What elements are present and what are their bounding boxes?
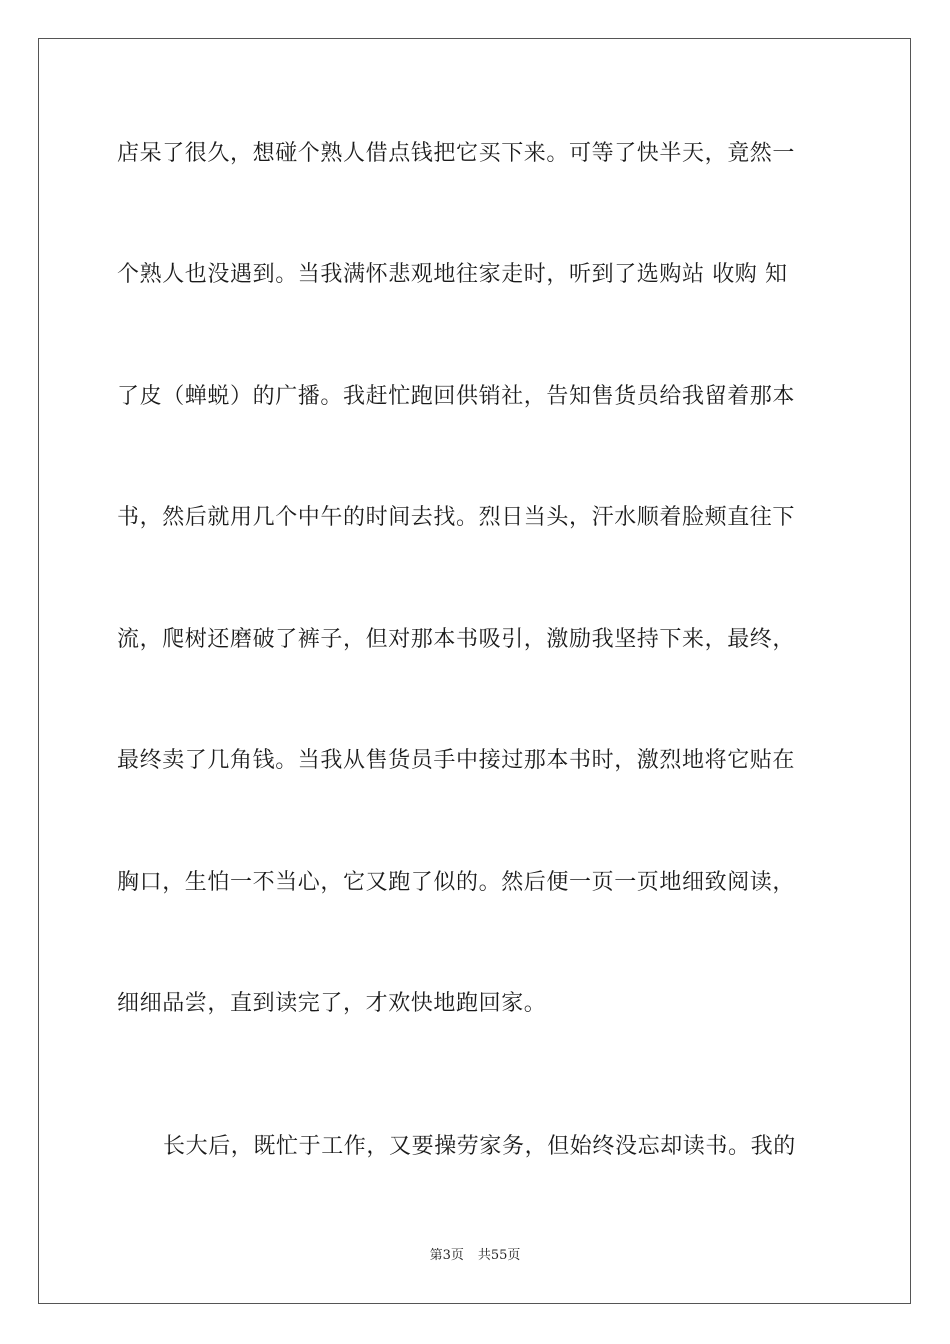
page-footer <box>0 1247 950 1265</box>
body-text-line-4: 书，然后就用几个中午的时间去找。烈日当头，汗水顺着脸颊直往下 <box>117 505 796 530</box>
body-text-line-3: 了皮（蝉蜕）的广播。我赶忙跑回供销社，告知售货员给我留着那本 <box>117 384 796 409</box>
body-text-line-7: 胸口，生怕一不当心，它又跑了似的。然后便一页一页地细致阅读， <box>117 870 796 895</box>
body-text-line-1: 店呆了很久，想碰个熟人借点钱把它买下来。可等了快半天，竟然一 <box>117 141 796 166</box>
paragraph-start-line: 长大后，既忙于工作，又要操劳家务，但始终没忘却读书。我的 <box>163 1134 796 1159</box>
body-text-line-8: 细细品尝，直到读完了，才欢快地跑回家。 <box>117 991 547 1016</box>
body-text-line-6: 最终卖了几角钱。当我从售货员手中接过那本书时，激烈地将它贴在 <box>117 748 796 773</box>
body-text-line-5: 流，爬树还磨破了裤子，但对那本书吸引，激励我坚持下来，最终， <box>117 627 796 652</box>
page-number-total: 共55页 <box>477 1248 521 1263</box>
body-text-line-2: 个熟人也没遇到。当我满怀悲观地往家走时，听到了选购站 收购 知 <box>117 262 788 287</box>
page-number-current: 第3页 <box>429 1248 464 1263</box>
page-frame <box>38 38 911 1304</box>
